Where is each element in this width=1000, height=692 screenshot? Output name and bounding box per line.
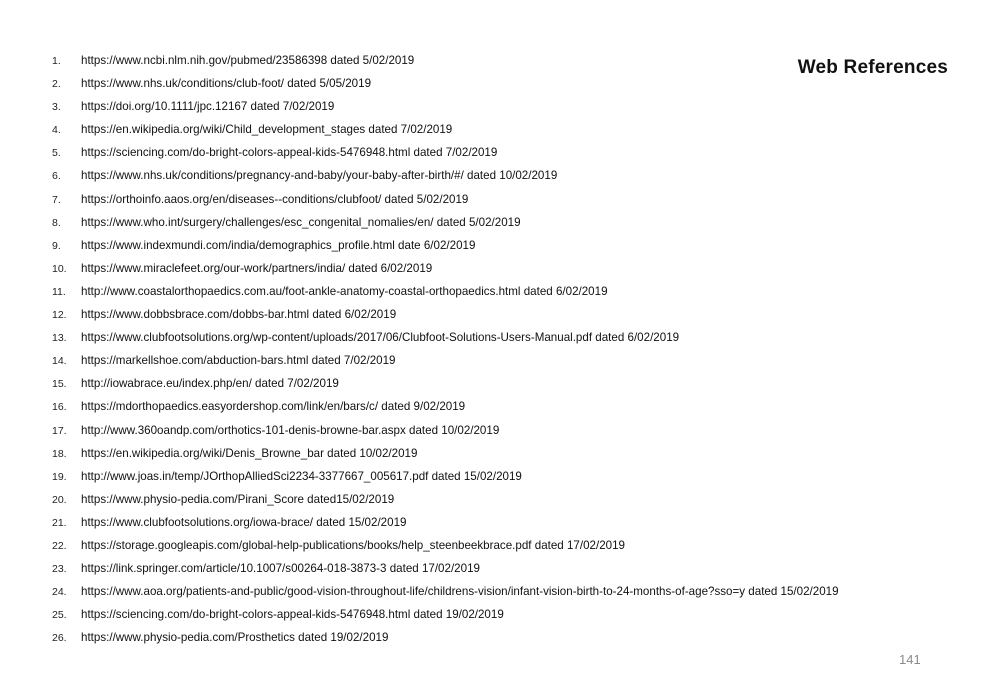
reference-item	[52, 421, 839, 444]
reference-item	[52, 305, 839, 328]
reference-number: 24.	[52, 586, 67, 599]
reference-number: 26.	[52, 632, 67, 645]
reference-item	[52, 328, 839, 351]
reference-text[interactable]: https://www.physio-pedia.com/Pirani_Score dated15/02/2019	[81, 492, 395, 506]
reference-item	[52, 444, 839, 467]
reference-item	[52, 467, 839, 490]
reference-number: 11.	[52, 285, 66, 298]
reference-text[interactable]: https://sciencing.com/do-bright-colors-appeal-kids-5476948.html dated 7/02/2019	[81, 146, 498, 160]
reference-item	[52, 282, 839, 305]
reference-number: 18.	[52, 447, 67, 460]
reference-number: 21.	[52, 516, 67, 529]
reference-text[interactable]: https://www.ncbi.nlm.nih.gov/pubmed/23586398 dated 5/02/2019	[81, 54, 415, 67]
reference-text[interactable]: https://link.springer.com/article/10.1007/s00264-018-3873-3 dated 17/02/2019	[81, 562, 480, 576]
reference-item	[52, 51, 839, 74]
reference-number: 7.	[52, 193, 61, 206]
reference-text[interactable]: https://www.dobbsbrace.com/dobbs-bar.html dated 6/02/2019	[81, 308, 397, 322]
reference-text[interactable]: https://markellshoe.com/abduction-bars.html dated 7/02/2019	[81, 354, 396, 368]
reference-item	[52, 236, 839, 259]
reference-number: 15.	[52, 378, 67, 391]
reference-number: 8.	[52, 216, 61, 229]
page-title: Web References	[797, 57, 948, 78]
reference-item	[52, 374, 839, 397]
reference-text[interactable]: https://www.physio-pedia.com/Prosthetics dated 19/02/2019	[81, 631, 389, 645]
reference-text[interactable]: https://storage.googleapis.com/global-help-publications/books/help_steenbeekbrace.pdf dated 17/02/2019	[81, 538, 626, 552]
reference-text[interactable]: https://www.nhs.uk/conditions/club-foot/ dated 5/05/2019	[81, 77, 372, 91]
reference-text[interactable]: http://www.coastalorthopaedics.com.au/foot-ankle-anatomy-coastal-orthopaedics.html dated 6/02/2019	[81, 284, 608, 298]
reference-number: 9.	[52, 239, 61, 252]
reference-number: 23.	[52, 563, 67, 576]
reference-number: 14.	[52, 355, 67, 368]
reference-item	[52, 120, 839, 143]
reference-number: 19.	[52, 470, 67, 483]
reference-text[interactable]: https://www.clubfootsolutions.org/iowa-brace/ dated 15/02/2019	[81, 515, 407, 529]
reference-item	[52, 213, 839, 236]
reference-text[interactable]: https://mdorthopaedics.easyordershop.com/link/en/bars/c/ dated 9/02/2019	[81, 400, 466, 414]
reference-item	[52, 259, 839, 282]
reference-text[interactable]: https://www.miraclefeet.org/our-work/partners/india/ dated 6/02/2019	[81, 261, 433, 275]
reference-number: 5.	[52, 147, 61, 160]
reference-text[interactable]: http://www.joas.in/temp/JOrthopAlliedSci2234-3377667_005617.pdf dated 15/02/2019	[81, 469, 522, 483]
reference-text[interactable]: https://www.nhs.uk/conditions/pregnancy-and-baby/your-baby-after-birth/#/ dated 10/02/2019	[81, 169, 558, 183]
reference-text[interactable]: https://en.wikipedia.org/wiki/Child_development_stages dated 7/02/2019	[81, 123, 453, 137]
page-number: 141	[899, 652, 921, 667]
reference-item	[52, 536, 839, 559]
reference-item	[52, 143, 839, 166]
reference-item	[52, 582, 839, 605]
reference-number: 20.	[52, 493, 67, 506]
reference-number: 3.	[52, 101, 61, 114]
reference-number: 10.	[52, 262, 67, 275]
reference-text[interactable]: https://sciencing.com/do-bright-colors-appeal-kids-5476948.html dated 19/02/2019	[81, 608, 504, 622]
reference-text[interactable]: http://www.360oandp.com/orthotics-101-denis-browne-bar.aspx dated 10/02/2019	[81, 423, 500, 437]
reference-item	[52, 559, 839, 582]
reference-text[interactable]: https://www.aoa.org/patients-and-public/good-vision-throughout-life/childrens-vision/infant-vision-birth-to-24-months-of-age?sso=y dated 15/02/2019	[81, 585, 839, 599]
reference-number: 13.	[52, 332, 67, 345]
reference-number: 22.	[52, 539, 67, 552]
reference-text[interactable]: https://doi.org/10.1111/jpc.12167 dated 7/02/2019	[81, 100, 335, 114]
reference-number: 12.	[52, 309, 67, 322]
reference-item	[52, 628, 839, 651]
reference-text[interactable]: https://orthoinfo.aaos.org/en/diseases--conditions/clubfoot/ dated 5/02/2019	[81, 192, 469, 206]
reference-item	[52, 490, 839, 513]
reference-number: 25.	[52, 609, 67, 622]
reference-list	[52, 51, 839, 651]
reference-text[interactable]: https://en.wikipedia.org/wiki/Denis_Browne_bar dated 10/02/2019	[81, 446, 418, 460]
reference-item	[52, 74, 839, 97]
reference-text[interactable]: https://www.who.int/surgery/challenges/esc_congenital_nomalies/en/ dated 5/02/2019	[81, 215, 521, 229]
reference-number: 1.	[52, 55, 61, 67]
reference-item	[52, 97, 839, 120]
reference-text[interactable]: http://iowabrace.eu/index.php/en/ dated 7/02/2019	[81, 377, 339, 391]
reference-item	[52, 397, 839, 420]
reference-item	[52, 605, 839, 628]
reference-number: 6.	[52, 170, 61, 183]
reference-item	[52, 513, 839, 536]
reference-number: 16.	[52, 401, 67, 414]
reference-item	[52, 190, 839, 213]
reference-item	[52, 351, 839, 374]
reference-number: 4.	[52, 124, 61, 137]
reference-text[interactable]: https://www.clubfootsolutions.org/wp-content/uploads/2017/06/Clubfoot-Solutions-Users-Manual.pdf dated 6/02/2019	[81, 331, 680, 345]
reference-text[interactable]: https://www.indexmundi.com/india/demographics_profile.html date 6/02/2019	[81, 238, 476, 252]
reference-item	[52, 166, 839, 189]
reference-number: 2.	[52, 78, 61, 91]
reference-number: 17.	[52, 424, 67, 437]
